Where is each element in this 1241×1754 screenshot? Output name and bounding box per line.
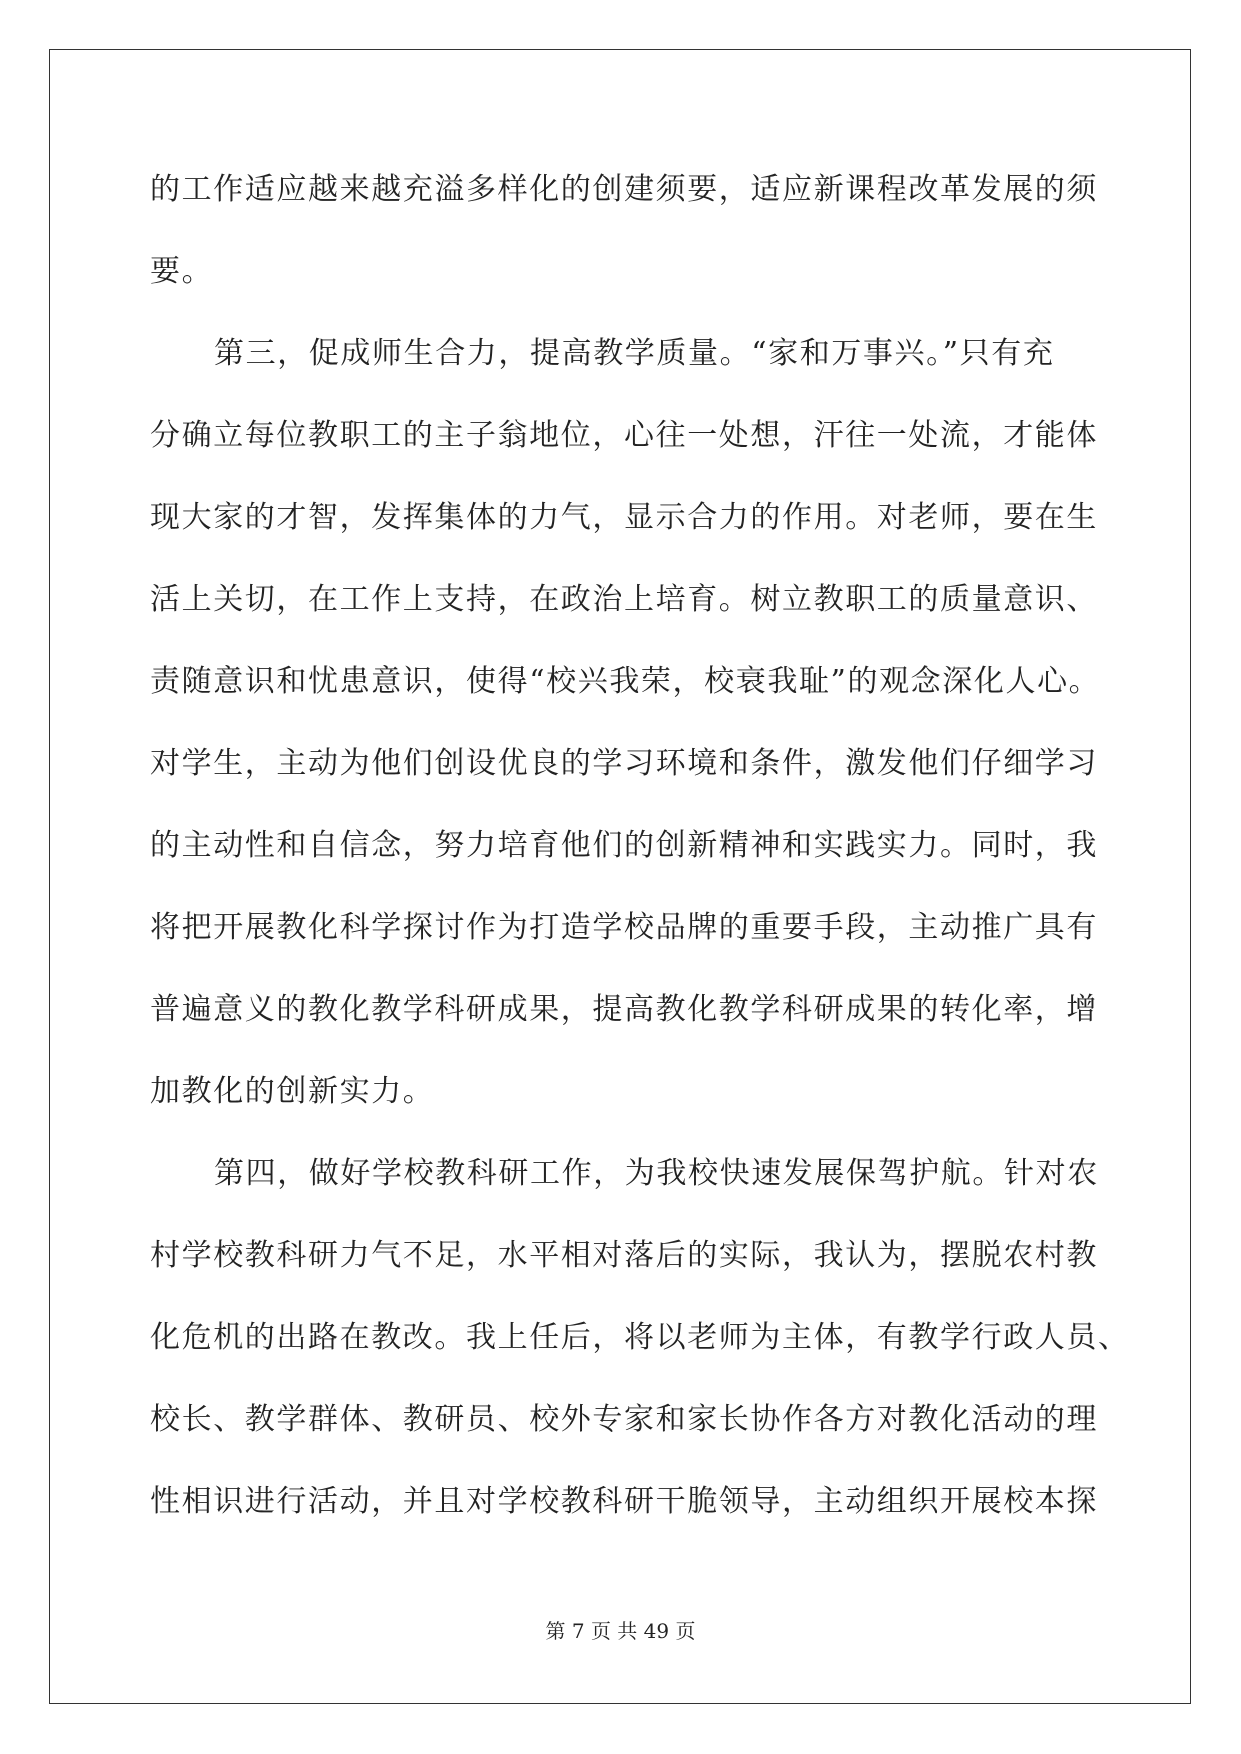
text-line: 普遍意义的教化教学科研成果，提高教化教学科研成果的转化率，增: [150, 992, 1098, 1027]
text-line: 现大家的才智，发挥集体的力气，显示合力的作用。对老师，要在生: [150, 500, 1098, 535]
text-line: 校长、教学群体、教研员、校外专家和家长协作各方对教化活动的理: [150, 1402, 1098, 1437]
text-line: 的工作适应越来越充溢多样化的创建须要，适应新课程改革发展的须: [150, 172, 1098, 207]
page-number-footer: 第 7 页 共 49 页: [545, 1619, 696, 1643]
text-line: 村学校教科研力气不足，水平相对落后的实际，我认为，摆脱农村教: [150, 1238, 1098, 1273]
text-line: 对学生，主动为他们创设优良的学习环境和条件，激发他们仔细学习: [150, 746, 1098, 781]
text-line: 分确立每位教职工的主子翁地位，心往一处想，汗往一处流，才能体: [150, 418, 1098, 453]
text-line: 活上关切，在工作上支持，在政治上培育。树立教职工的质量意识、: [150, 582, 1098, 617]
document-body: [150, 160, 1130, 1554]
text-line: 性相识进行活动，并且对学校教科研干脆领导，主动组织开展校本探: [150, 1484, 1098, 1519]
paragraph-start-line: 第三，促成师生合力，提高教学质量。“家和万事兴。”只有充: [214, 336, 1055, 371]
text-line: 要。: [150, 254, 214, 289]
paragraph-start-line: 第四，做好学校教科研工作，为我校快速发展保驾护航。针对农: [214, 1156, 1099, 1191]
text-line: 加教化的创新实力。: [150, 1074, 435, 1109]
text-line: 责随意识和忧患意识，使得“校兴我荣，校衰我耻”的观念深化人心。: [150, 664, 1101, 699]
text-line: 将把开展教化科学探讨作为打造学校品牌的重要手段，主动推广具有: [150, 910, 1098, 945]
text-line: 的主动性和自信念，努力培育他们的创新精神和实践实力。同时，我: [150, 828, 1098, 863]
text-line: 化危机的出路在教改。我上任后，将以老师为主体，有教学行政人员、: [150, 1320, 1130, 1355]
